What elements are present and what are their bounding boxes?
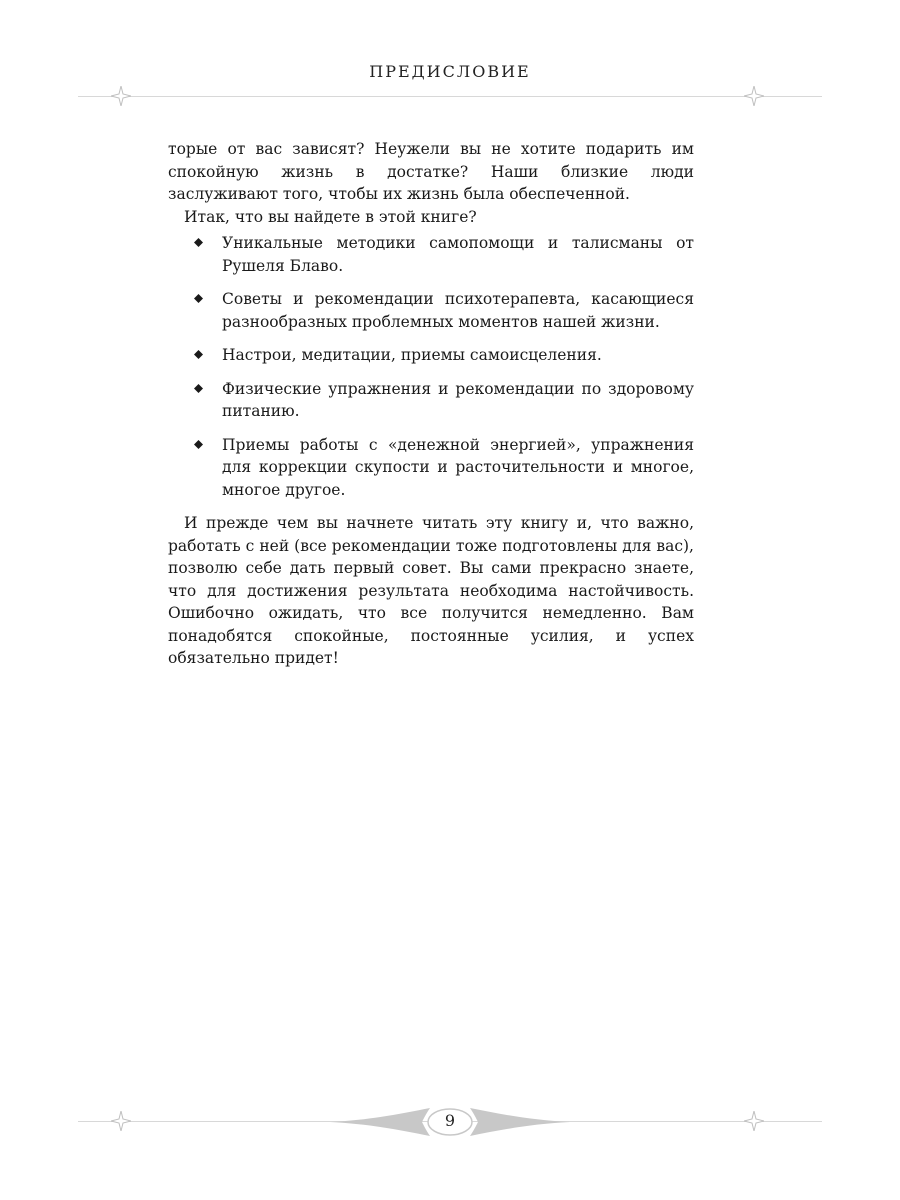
running-header: ПРЕДИСЛОВИЕ: [369, 62, 531, 81]
list-item: [168, 434, 694, 502]
page-number: 9: [444, 1111, 456, 1130]
paragraph: торые от вас зависят? Неужели вы не хотите подарить им спокойную жизнь в достатке? Наши близкие люди заслуживают того, чтобы их жизнь была обеспеченной.: [168, 140, 694, 203]
star-ornament-icon: [111, 86, 131, 106]
list-item: [168, 288, 694, 333]
diamond-bullet-icon: [194, 294, 203, 303]
star-ornament-icon: [744, 86, 764, 106]
star-ornament-icon: [744, 1111, 764, 1131]
list-item-text: Настрои, медитации, приемы самоисцеления.: [222, 346, 602, 364]
paragraph: И прежде чем вы начнете читать эту книгу и, что важно, работать с ней (все рекомендации тоже подготовлены для вас), позволю себе дать первый совет. Вы сами прекрасно знаете, что для достижения результата необходима настойчивость. Ошибочно ожидать, что все получится немедленно. Вам понадобятся спокойные, постоянные усилия, и успех обязательно придет!: [168, 514, 694, 667]
body-text: [168, 138, 694, 670]
header-rule: [78, 96, 822, 97]
diamond-bullet-icon: [194, 440, 203, 449]
list-item-text: Приемы работы с «денежной энергией», упражнения для коррекции скупости и расточительности и многое, многое другое.: [222, 435, 694, 499]
list-item-text: Советы и рекомендации психотерапевта, касающиеся разнообразных проблемных моментов нашей жизни.: [222, 290, 694, 331]
list-item-text: Физические упражнения и рекомендации по здоровому питанию.: [222, 379, 694, 420]
intro-line: Итак, что вы найдете в этой книге?: [184, 207, 477, 226]
list-item: [168, 232, 694, 277]
diamond-bullet-icon: [194, 350, 203, 359]
diamond-bullet-icon: [194, 238, 203, 247]
star-ornament-icon: [111, 1111, 131, 1131]
diamond-bullet-icon: [194, 384, 203, 393]
list-item: [168, 378, 694, 423]
bullet-list: [168, 232, 694, 501]
list-item-text: Уникальные методики самопомощи и талисманы от Рушеля Блаво.: [222, 234, 694, 275]
list-item: [168, 344, 694, 367]
